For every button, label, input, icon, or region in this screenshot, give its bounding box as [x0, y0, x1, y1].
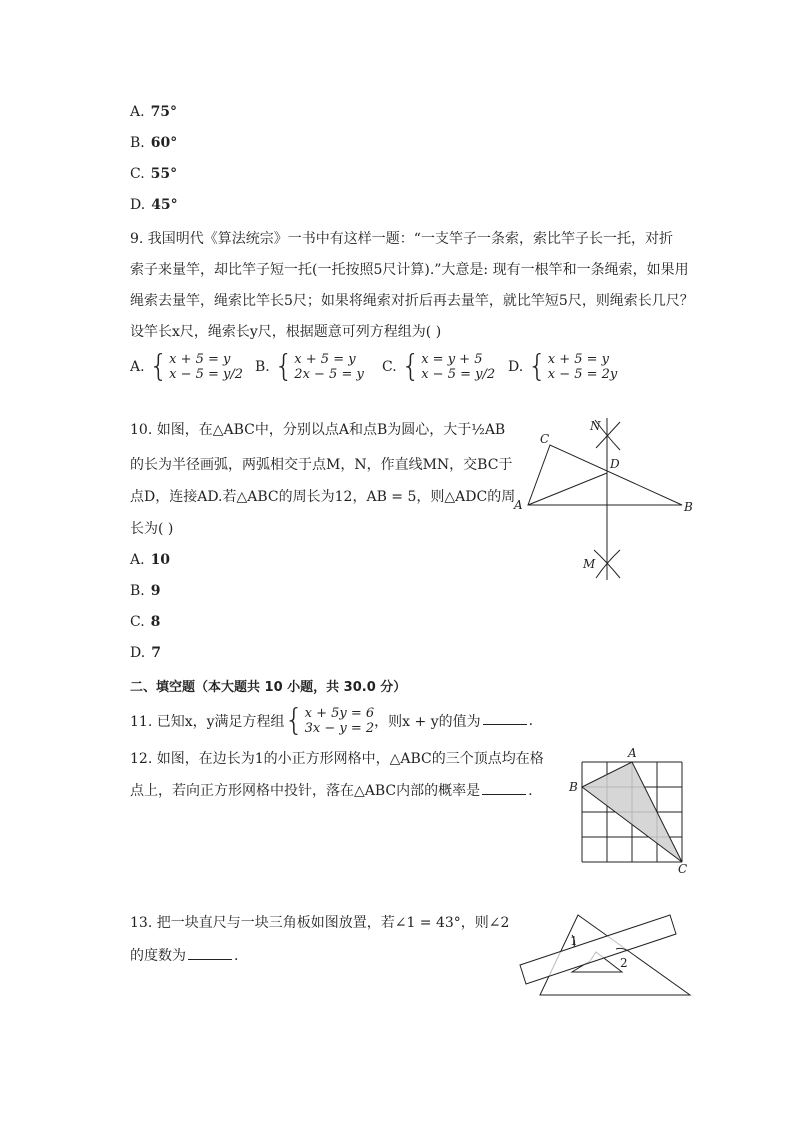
q10-option-a: A. 10: [130, 552, 171, 568]
q12-answer-blank[interactable]: [482, 780, 526, 795]
q11-question: 11. 已知x，y满足方程组 { x + 5y = 6 3x − y = 2 ，则x + y的值为 .: [130, 703, 534, 738]
q11-prefix: 11. 已知x，y满足方程组: [130, 714, 285, 730]
q8-option-b: B. 60°: [130, 135, 178, 151]
q11-eq-2: 3x − y = 2: [304, 721, 375, 736]
q13-answer-blank[interactable]: [188, 945, 232, 960]
q13-text-line-1: 13. 把一块直尺与一块三角板如图放置，若∠1 = 43°，则∠2: [130, 915, 510, 931]
q11-answer-blank[interactable]: [483, 710, 527, 725]
q13-angle-1-label: 1: [570, 934, 578, 948]
q12-label-b: B: [569, 780, 578, 794]
q10-label-b: B: [684, 500, 693, 514]
q9-text-line-4: 设竿长x尺，绳索长y尺，根据题意可列方程组为( ): [130, 324, 442, 340]
q9-option-c: C. { x = y + 5 x − 5 = y/2: [382, 349, 496, 384]
q8-option-a: A. 75°: [130, 104, 178, 120]
q10-text-line-3: 点D，连接AD.若△ABC的周长为12，AB = 5，则△ADC的周: [130, 489, 516, 505]
q10-option-d: D. 7: [130, 645, 161, 661]
q10-label-d: D: [610, 457, 620, 471]
q10-option-c: C. 8: [130, 614, 161, 630]
q10-text-line-4: 长为( ): [130, 521, 174, 537]
q9-text-line-1: 9. 我国明代《算法统宗》一书中有这样一题：“一支竿子一条索，索比竿子长一托，对折: [130, 231, 673, 247]
q10-option-b: B. 9: [130, 583, 161, 599]
q10-triangle-figure: [510, 410, 700, 585]
q10-label-c: C: [540, 432, 550, 446]
q10-text-line-1: 10. 如图，在△ABC中，分别以点A和点B为圆心，大于½AB: [130, 422, 506, 438]
q11-suffix: ，则x + y的值为: [374, 714, 481, 730]
q9-text-line-2: 索子来量竿，却比竿子短一托(一托按照5尺计算).”大意是: 现有一根竿和一条绳索，如果用: [130, 262, 689, 278]
q9-option-a: A. { x + 5 = y x − 5 = y/2: [130, 349, 244, 384]
q8-option-d: D. 45°: [130, 197, 178, 213]
q11-eq-1: x + 5y = 6: [304, 706, 375, 721]
q12-text-line-2: 点上，若向正方形网格中投针，落在△ABC内部的概率是 .: [130, 780, 533, 801]
q10-text-line-2: 的长为半径画弧，两弧相交于点M，N，作直线MN，交BC于: [130, 457, 513, 473]
q12-label-c: C: [678, 862, 688, 875]
q9-option-b: B. { x + 5 = y 2x − 5 = y: [255, 349, 364, 384]
q10-label-n: N: [590, 419, 601, 433]
q8-option-c: C. 55°: [130, 166, 178, 182]
q13-ruler-triangle-figure: [512, 905, 697, 1000]
q10-label-a: A: [514, 498, 523, 512]
q12-label-a: A: [628, 746, 637, 760]
q9-option-d: D. { x + 5 = y x − 5 = 2y: [508, 349, 618, 384]
q10-label-m: M: [583, 557, 596, 571]
q13-text-line-2: 的度数为 .: [130, 945, 238, 966]
q12-grid-figure: [565, 745, 695, 875]
q9-text-line-3: 绳索去量竿，绳索比竿长5尺；如果将绳索对折后再去量竿，就比竿短5尺，则绳索长几尺？: [130, 293, 694, 309]
q13-angle-2-label: 2: [620, 956, 628, 970]
section-fill-in-blank-title: 二、填空题（本大题共 10 小题，共 30.0 分）: [130, 680, 407, 695]
q12-text-line-1: 12. 如图，在边长为1的小正方形网格中，△ABC的三个顶点均在格: [130, 751, 544, 767]
